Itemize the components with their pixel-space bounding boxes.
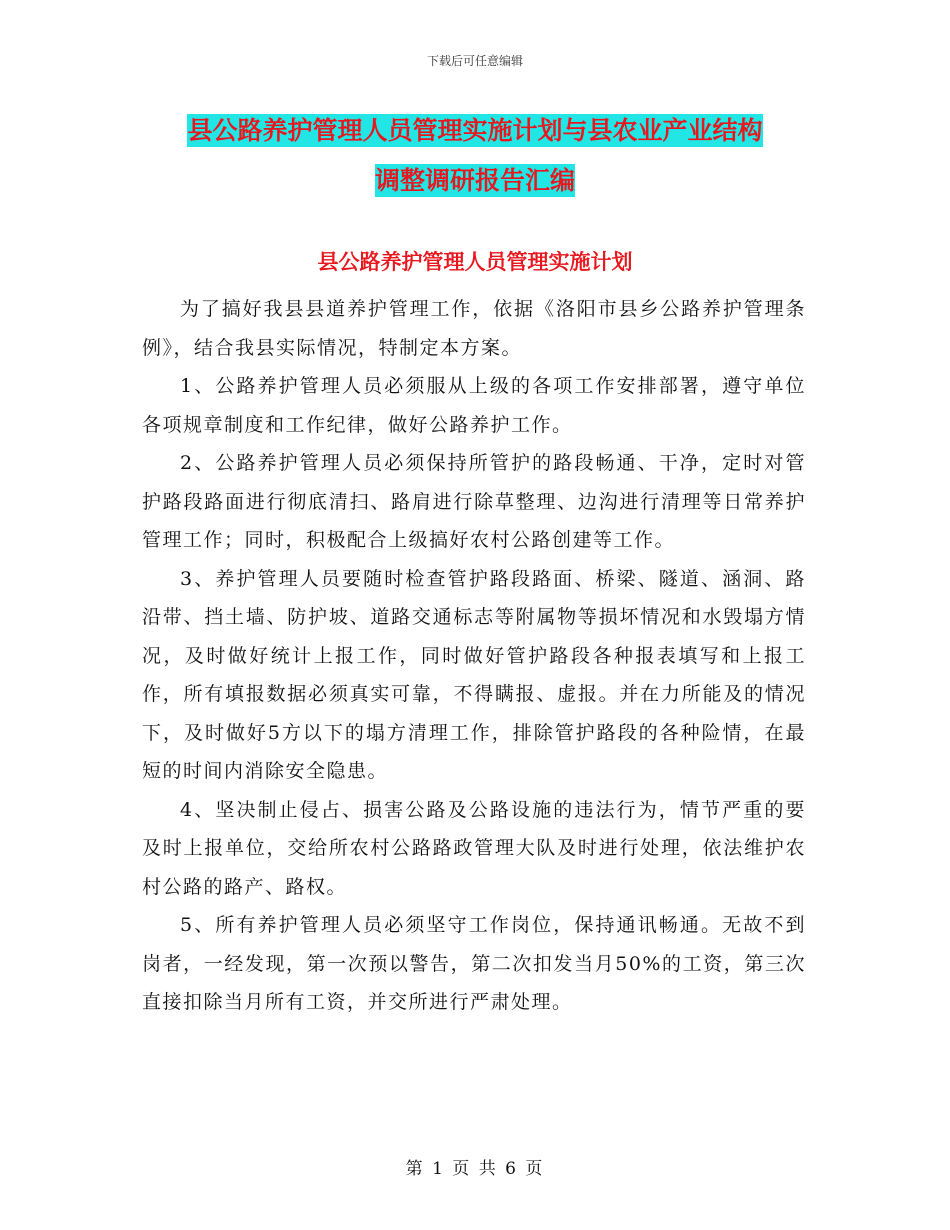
- document-title-line2: 调整调研报告汇编: [374, 166, 575, 195]
- paragraph-item-1: 1、公路养护管理人员必须服从上级的各项工作安排部署，遵守单位各项规章制度和工作纪律，做好公路养护工作。: [142, 375, 806, 436]
- paragraph-item-4: 4、坚决制止侵占、损害公路及公路设施的违法行为，情节严重的要及时上报单位，交给所农村公路路政管理大队及时进行处理，依法维护农村公路的路产、路权。: [142, 798, 806, 898]
- page-number-footer: 第 1 页 共 6 页: [405, 1159, 545, 1179]
- section-title: 县公路养护管理人员管理实施计划: [317, 250, 633, 274]
- header-note: 下载后可任意编辑: [426, 54, 523, 68]
- document-title: [130, 106, 820, 206]
- paragraph-item-3: 3、养护管理人员要随时检查管护路段路面、桥梁、隧道、涵洞、路沿带、挡土墙、防护坡、道路交通标志等附属物等损坏情况和水毁塌方情况，及时做好统计上报工作，同时做好管护路段各种报表填写和上报工作，所有填报数据必须真实可靠，不得瞒报、虚报。并在力所能及的情况下，及时做好5方以下的塌方清理工作，排除管护路段的各种险情，在最短的时间内消除安全隐患。: [142, 567, 806, 782]
- document-title-line1: 县公路养护管理人员管理实施计划与县农业产业结构: [187, 116, 763, 145]
- paragraph-item-5: 5、所有养护管理人员必须坚守工作岗位，保持通讯畅通。无故不到岗者，一经发现，第一次预以警告，第二次扣发当月50%的工资，第三次直接扣除当月所有工资，并交所进行严肃处理。: [142, 914, 806, 1013]
- paragraph-item-2: 2、公路养护管理人员必须保持所管护的路段畅通、干净，定时对管护路段路面进行彻底清扫、路肩进行除草整理、边沟进行清理等日常养护管理工作；同时，积极配合上级搞好农村公路创建等工作。: [142, 452, 806, 551]
- paragraph-intro: 为了搞好我县县道养护管理工作，依据《洛阳市县乡公路养护管理条例》，结合我县实际情况，特制定本方案。: [142, 298, 806, 359]
- document-body: [142, 290, 806, 1022]
